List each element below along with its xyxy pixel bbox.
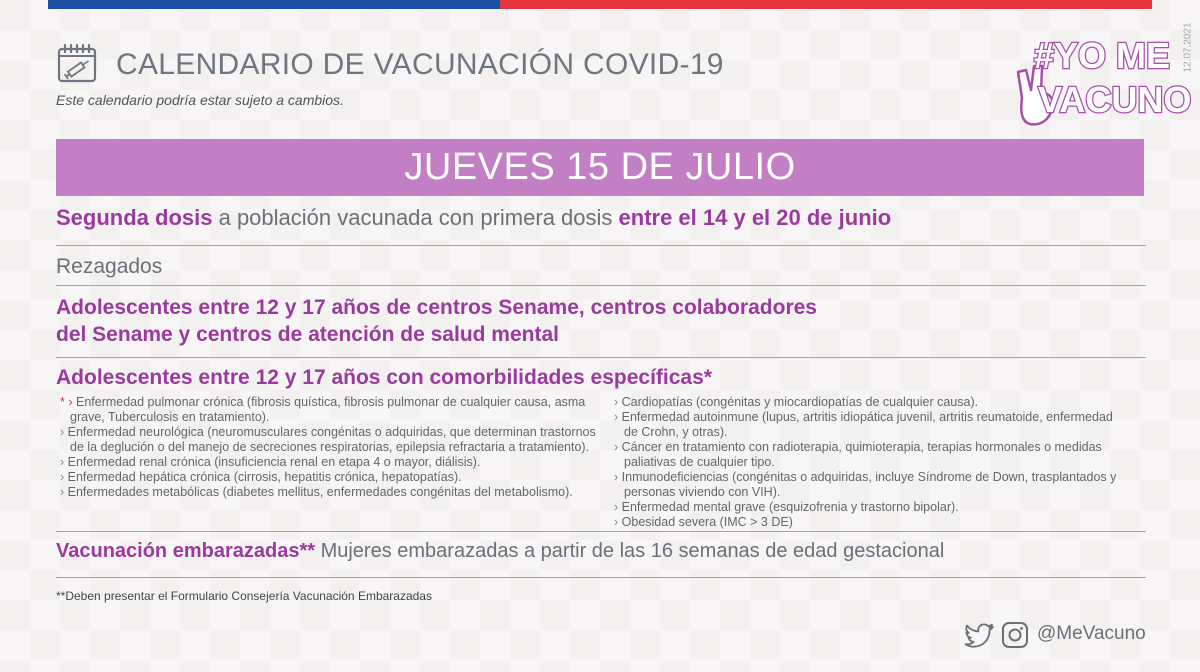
list-item: › Enfermedades metabólicas (diabetes mellitus, enfermedades congénitas del metabolismo). [58, 485, 598, 500]
list-item: › Inmunodeficiencias (congénitas o adquiridas, incluye Síndrome de Down, trasplantados y personas viviendo con VIH). [612, 470, 1122, 500]
side-date [1178, 10, 1192, 90]
divider [56, 357, 1146, 358]
footnote: **Deben presentar el Formulario Consejería Vacunación Embarazadas [56, 589, 432, 603]
list-item: › Enfermedad mental grave (esquizofrenia y trastorno bipolar). [612, 500, 1122, 515]
twitter-icon [966, 624, 994, 646]
divider [56, 285, 1146, 286]
segunda-dosis-bold: Segunda dosis [56, 205, 213, 230]
row-segunda-dosis [56, 205, 1146, 231]
social-handle: @MeVacuno [1037, 623, 1146, 644]
list-item: › Enfermedad neurológica (neuromusculares congénitas o adquiridas, que determinan trastornos de la deglución o del manejo de secreciones respiratorias, epilepsia refractaria a tratamiento). [58, 425, 598, 455]
row-sename [56, 294, 1146, 348]
embarazadas-bold: Vacunación embarazadas** [56, 540, 316, 562]
flag-stripe-red [500, 0, 1152, 9]
page-title: CALENDARIO DE VACUNACIÓN COVID-19 [116, 48, 724, 81]
sename-line-1: Adolescentes entre 12 y 17 años de centros Sename, centros colaboradores [56, 296, 817, 319]
list-item: › Enfermedad autoinmune (lupus, artritis idiopática juvenil, artritis reumatoide, enfermedad de Crohn, y otras). [612, 410, 1122, 440]
divider [56, 577, 1146, 578]
flag-stripe-blue [48, 0, 500, 9]
list-item: › Enfermedad renal crónica (insuficiencia renal en etapa 4 o mayor, diálisis). [58, 455, 598, 470]
logo-line-2: VACUNO [1038, 79, 1192, 120]
row-rezagados: Rezagados [56, 255, 163, 278]
side-date-text: 12.07.2021 [1182, 22, 1194, 73]
calendar-syringe-icon [57, 44, 99, 84]
sename-line-2: del Sename y centros de atención de salud mental [56, 323, 559, 346]
list-item: › Obesidad severa (IMC > 3 DE) [612, 515, 1122, 530]
segunda-dosis-dates: entre el 14 y el 20 de junio [618, 205, 892, 230]
comorbidities-list-right [612, 395, 1122, 530]
comorbidities-list-left [58, 395, 598, 500]
page-subtitle: Este calendario podría estar sujeto a cambios. [56, 92, 344, 108]
list-item: * › Enfermedad pulmonar crónica (fibrosis quística, fibrosis pulmonar de cualquier causa, asma grave, Tuberculosis en tratamiento). [58, 395, 598, 425]
segunda-dosis-text: a población vacunada con primera dosis [212, 205, 619, 230]
logo-line-1: #YO ME [1034, 35, 1171, 76]
comorbidities-title: Adolescentes entre 12 y 17 años con comorbilidades específicas* [56, 366, 712, 389]
row-embarazadas [56, 540, 1146, 563]
social-icons [963, 620, 1033, 650]
list-item: › Enfermedad hepática crónica (cirrosis, hepatitis crónica, hepatopatías). [58, 470, 598, 485]
date-banner: JUEVES 15 DE JULIO [56, 139, 1144, 196]
list-item: › Cáncer en tratamiento con radioterapia, quimioterapia, terapias hormonales o medidas paliativas de cualquier tipo. [612, 440, 1122, 470]
list-item: › Cardiopatías (congénitas y miocardiopatías de cualquier causa). [612, 395, 1122, 410]
divider [56, 531, 1146, 532]
embarazadas-text: Mujeres embarazadas a partir de las 16 semanas de edad gestacional [315, 540, 945, 562]
instagram-icon [1003, 623, 1027, 647]
divider [56, 245, 1146, 246]
